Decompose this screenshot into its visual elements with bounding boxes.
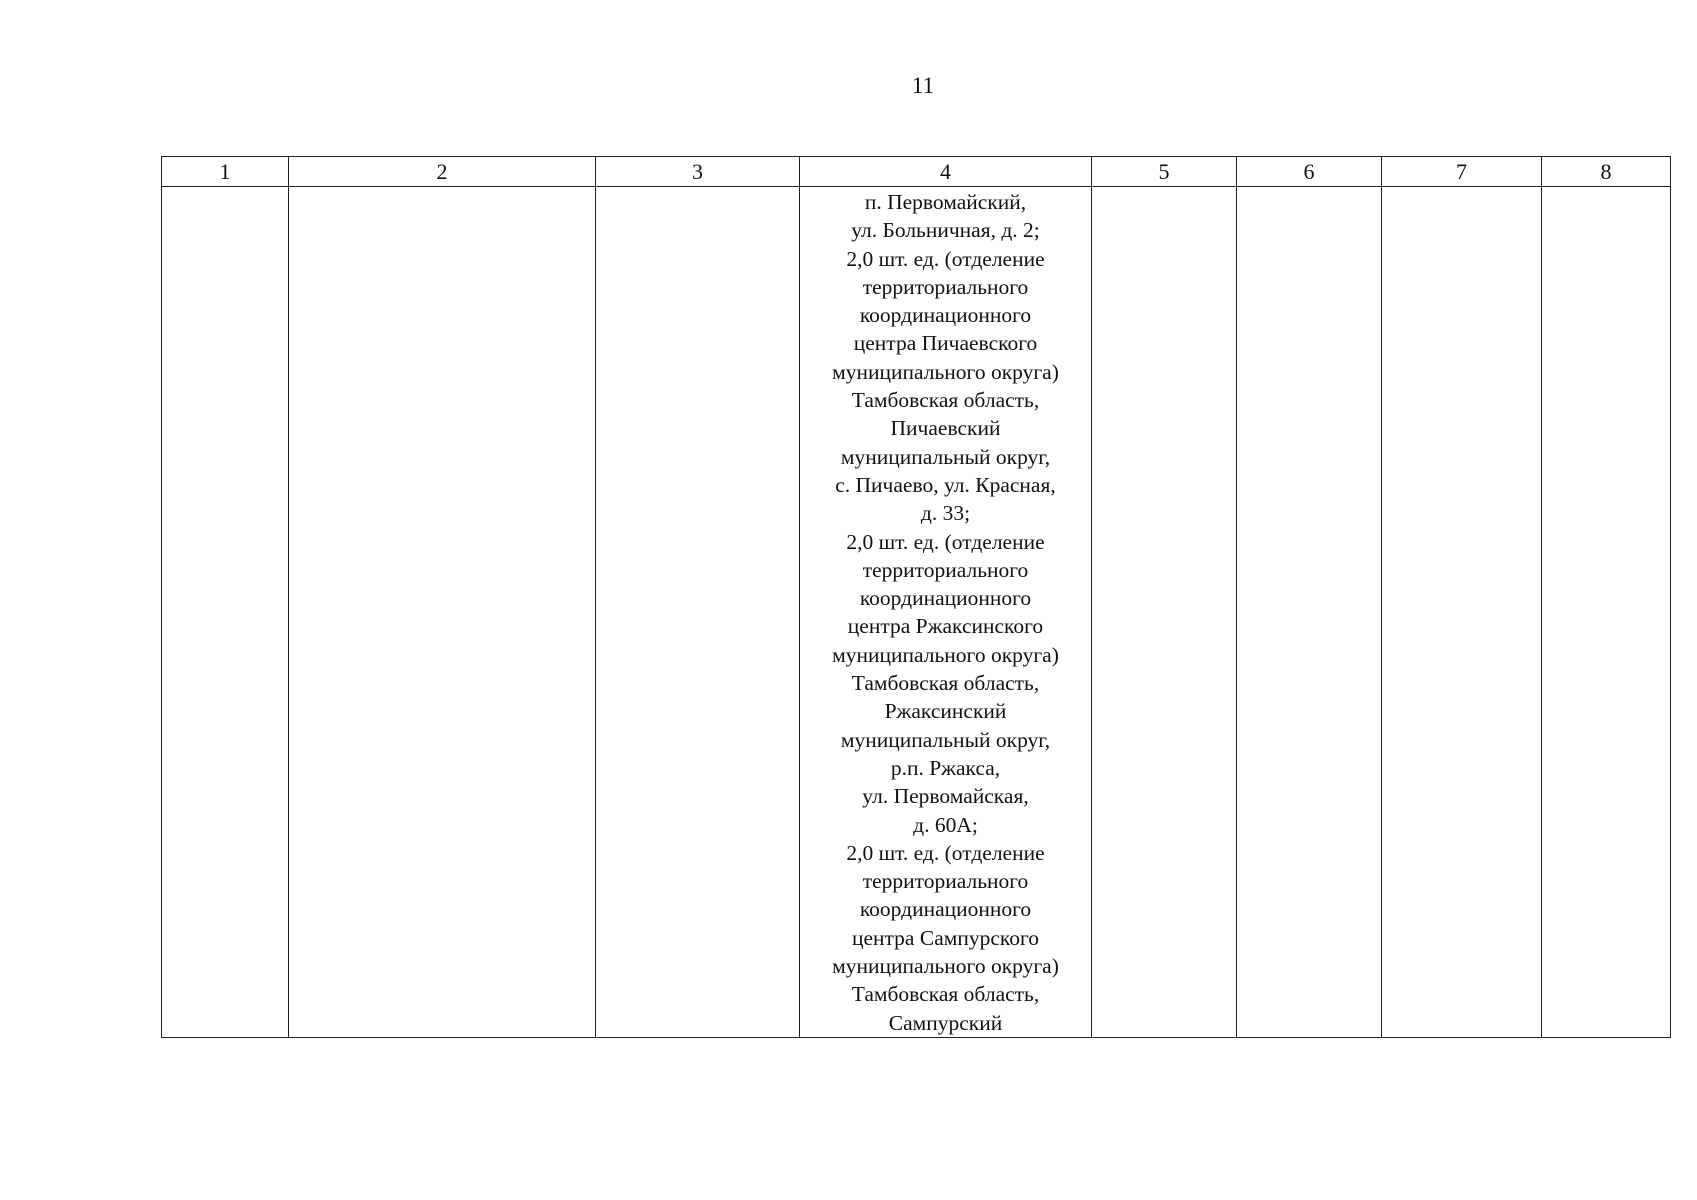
text-line: муниципального округа) <box>832 954 1059 979</box>
text-line: координационного <box>859 303 1032 328</box>
table-cell-col1 <box>162 187 289 1038</box>
text-line: ул. Больничная, д. 2; <box>851 218 1040 243</box>
text-line: ул. Первомайская, <box>862 784 1029 809</box>
text-line: координационного <box>859 897 1032 922</box>
column-header-7: 7 <box>1382 157 1542 187</box>
text-line: Сампурский <box>888 1010 1003 1035</box>
text-line: Пичаевский <box>890 416 1001 441</box>
text-line: территориального <box>862 557 1029 582</box>
column-header-4: 4 <box>800 157 1092 187</box>
text-line: Тамбовская область, <box>851 982 1040 1007</box>
text-line: территориального <box>862 869 1029 894</box>
text-line: д. 33; <box>920 501 971 526</box>
document-table <box>161 156 1671 1038</box>
text-line: территориального <box>862 274 1029 299</box>
column-header-6: 6 <box>1237 157 1382 187</box>
address-text <box>800 187 1091 1037</box>
text-line: Тамбовская область, <box>851 671 1040 696</box>
table-row <box>162 187 1671 1038</box>
text-line: центра Сампурского <box>851 925 1040 950</box>
text-line: п. Первомайский, <box>864 190 1027 214</box>
table-cell-col5 <box>1092 187 1237 1038</box>
text-line: муниципального округа) <box>832 359 1059 384</box>
text-line: 2,0 шт. ед. (отделение <box>846 246 1045 271</box>
header-row <box>162 157 1671 187</box>
text-line: 2,0 шт. ед. (отделение <box>846 529 1045 554</box>
text-line: с. Пичаево, ул. Красная, <box>835 472 1056 497</box>
table-cell-col2 <box>289 187 596 1038</box>
text-line: д. 60А; <box>913 812 978 837</box>
column-header-3: 3 <box>596 157 800 187</box>
text-line: Ржаксинский <box>884 699 1007 724</box>
text-line: муниципальный округ, <box>840 444 1051 469</box>
table-cell-col4 <box>800 187 1092 1038</box>
page-number: 11 <box>911 73 935 98</box>
text-line: центра Пичаевского <box>853 331 1038 356</box>
column-header-2: 2 <box>289 157 596 187</box>
text-line: координационного <box>859 586 1032 611</box>
text-line: муниципальный округ, <box>840 727 1051 752</box>
text-line: муниципального округа) <box>832 642 1059 667</box>
text-line: 2,0 шт. ед. (отделение <box>846 840 1045 865</box>
table-cell-col7 <box>1382 187 1542 1038</box>
text-line: Тамбовская область, <box>851 388 1040 413</box>
text-line: центра Ржаксинского <box>847 614 1044 639</box>
table-cell-col3 <box>596 187 800 1038</box>
column-header-8: 8 <box>1542 157 1671 187</box>
table-cell-col6 <box>1237 187 1382 1038</box>
column-header-1: 1 <box>162 157 289 187</box>
column-header-5: 5 <box>1092 157 1237 187</box>
table-cell-col8 <box>1542 187 1671 1038</box>
text-line: р.п. Ржакса, <box>890 755 1001 780</box>
